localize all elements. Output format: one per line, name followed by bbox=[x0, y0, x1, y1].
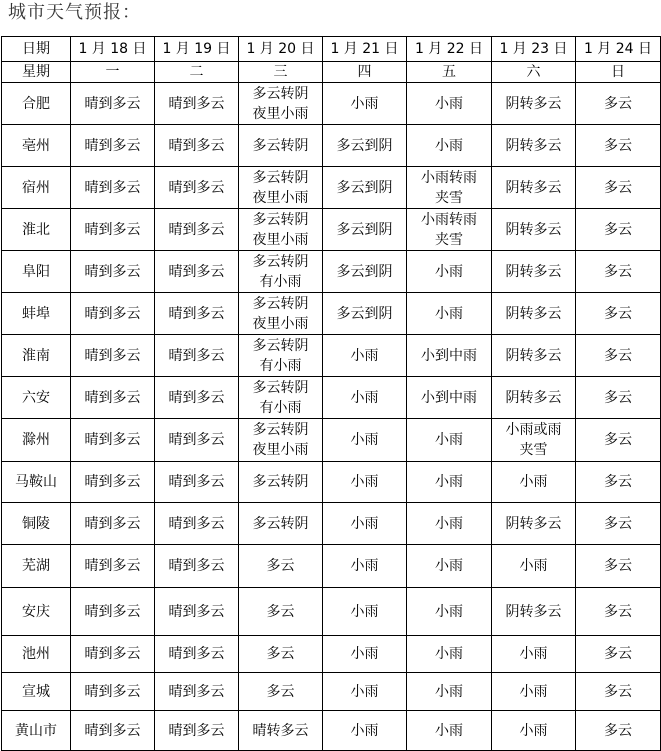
forecast-text: 小雨 bbox=[435, 646, 463, 662]
forecast-text: 晴到多云 bbox=[168, 683, 225, 700]
forecast-text: 小雨 bbox=[519, 683, 548, 700]
forecast-text: 晴到多云 bbox=[168, 95, 225, 112]
forecast-cell bbox=[492, 711, 576, 751]
forecast-text: 晴到多云 bbox=[168, 389, 225, 406]
forecast-cell bbox=[155, 293, 239, 335]
forecast-text: 晴转多云 bbox=[252, 722, 309, 739]
city-name: 铜陵 bbox=[2, 503, 71, 545]
city-row bbox=[2, 125, 661, 167]
forecast-text: 多云 bbox=[604, 305, 632, 322]
city-name: 阜阳 bbox=[2, 251, 71, 293]
forecast-text: 多云到阴 bbox=[336, 137, 393, 154]
forecast-cell bbox=[155, 545, 239, 588]
forecast-text: 多云 bbox=[604, 558, 632, 574]
forecast-text: 小雨 bbox=[350, 432, 379, 448]
forecast-text: 小雨 bbox=[435, 95, 463, 112]
forecast-text: 晴到多云 bbox=[84, 474, 141, 490]
city-name: 蚌埠 bbox=[2, 293, 71, 335]
forecast-cell bbox=[71, 419, 155, 462]
forecast-text: 多云 bbox=[604, 263, 632, 280]
weekday-header-row bbox=[2, 62, 661, 83]
forecast-text: 阴转多云 bbox=[505, 179, 562, 196]
date-cell: 1 月 18 日 bbox=[71, 37, 155, 62]
forecast-text: 晴到多云 bbox=[168, 137, 225, 154]
forecast-cell bbox=[407, 209, 492, 251]
forecast-text: 多云到阴 bbox=[336, 221, 393, 238]
forecast-cell bbox=[239, 673, 323, 711]
forecast-cell bbox=[155, 125, 239, 167]
forecast-cell bbox=[407, 419, 492, 462]
weekday-cell: 四 bbox=[323, 62, 407, 83]
forecast-text: 晴到多云 bbox=[168, 432, 225, 448]
forecast-cell bbox=[492, 293, 576, 335]
forecast-text: 小雨 bbox=[519, 722, 548, 739]
forecast-text: 多云转阴 bbox=[252, 253, 309, 270]
page-title: 城市天气预报： bbox=[8, 2, 141, 23]
forecast-text: 多云转阴 bbox=[252, 85, 309, 102]
forecast-cell bbox=[576, 335, 661, 377]
forecast-cell bbox=[239, 545, 323, 588]
forecast-cell bbox=[407, 503, 492, 545]
forecast-cell bbox=[576, 588, 661, 636]
forecast-text: 晴到多云 bbox=[84, 515, 141, 532]
forecast-cell bbox=[155, 711, 239, 751]
date-cell: 1 月 23 日 bbox=[492, 37, 576, 62]
forecast-text: 多云转阴 bbox=[252, 337, 309, 354]
forecast-text: 有小雨 bbox=[259, 357, 302, 374]
forecast-text: 晴到多云 bbox=[84, 95, 141, 112]
forecast-cell bbox=[323, 377, 407, 419]
forecast-cell bbox=[155, 251, 239, 293]
forecast-text: 小雨 bbox=[350, 722, 379, 739]
forecast-cell bbox=[239, 209, 323, 251]
forecast-text: 晴到多云 bbox=[84, 558, 141, 574]
forecast-cell bbox=[71, 377, 155, 419]
city-row bbox=[2, 209, 661, 251]
city-name: 芜湖 bbox=[2, 545, 71, 588]
forecast-text: 多云到阴 bbox=[336, 305, 393, 322]
forecast-text: 小雨 bbox=[350, 347, 379, 364]
forecast-cell bbox=[492, 503, 576, 545]
forecast-text: 多云 bbox=[604, 683, 632, 700]
city-name: 黄山市 bbox=[2, 711, 71, 751]
forecast-cell bbox=[239, 636, 323, 673]
forecast-cell bbox=[71, 545, 155, 588]
forecast-cell bbox=[492, 167, 576, 209]
forecast-cell bbox=[239, 251, 323, 293]
forecast-cell bbox=[576, 673, 661, 711]
forecast-cell bbox=[323, 636, 407, 673]
city-row bbox=[2, 636, 661, 673]
forecast-cell bbox=[576, 503, 661, 545]
weekday-cell: 六 bbox=[492, 62, 576, 83]
date-cell: 1 月 22 日 bbox=[407, 37, 492, 62]
forecast-text: 小雨 bbox=[350, 646, 379, 662]
forecast-cell bbox=[492, 673, 576, 711]
forecast-cell bbox=[323, 419, 407, 462]
forecast-text: 阴转多云 bbox=[505, 221, 562, 238]
forecast-text: 多云 bbox=[266, 683, 295, 700]
forecast-cell bbox=[492, 335, 576, 377]
weekday-cell: 三 bbox=[239, 62, 323, 83]
forecast-text: 晴到多云 bbox=[168, 603, 225, 620]
forecast-text: 小雨 bbox=[350, 683, 379, 700]
forecast-cell bbox=[323, 588, 407, 636]
forecast-cell bbox=[492, 251, 576, 293]
forecast-text: 晴到多云 bbox=[168, 179, 225, 196]
forecast-cell bbox=[155, 636, 239, 673]
forecast-text: 多云转阴 bbox=[252, 295, 309, 312]
forecast-text: 小雨或雨 bbox=[505, 422, 562, 438]
city-name: 安庆 bbox=[2, 588, 71, 636]
weekday-cell: 五 bbox=[407, 62, 492, 83]
forecast-cell bbox=[71, 636, 155, 673]
forecast-text: 小雨 bbox=[350, 603, 379, 620]
city-row bbox=[2, 462, 661, 503]
city-name: 淮南 bbox=[2, 335, 71, 377]
city-name: 滁州 bbox=[2, 419, 71, 462]
forecast-cell bbox=[492, 125, 576, 167]
forecast-text: 多云 bbox=[604, 221, 632, 238]
date-cell: 1 月 19 日 bbox=[155, 37, 239, 62]
forecast-text: 晴到多云 bbox=[168, 515, 225, 532]
forecast-text: 晴到多云 bbox=[84, 137, 141, 154]
forecast-cell bbox=[407, 545, 492, 588]
weekday-cell: 二 bbox=[155, 62, 239, 83]
city-name: 池州 bbox=[2, 636, 71, 673]
forecast-cell bbox=[407, 673, 492, 711]
forecast-text: 晴到多云 bbox=[84, 432, 141, 448]
forecast-cell bbox=[71, 503, 155, 545]
date-cell: 1 月 21 日 bbox=[323, 37, 407, 62]
forecast-text: 阴转多云 bbox=[505, 515, 562, 532]
forecast-text: 晴到多云 bbox=[84, 221, 141, 238]
city-row bbox=[2, 83, 661, 125]
forecast-text: 小雨 bbox=[435, 474, 463, 490]
date-cell: 1 月 24 日 bbox=[576, 37, 661, 62]
forecast-text: 晴到多云 bbox=[84, 389, 141, 406]
forecast-text: 多云转阴 bbox=[252, 379, 309, 396]
city-name: 六安 bbox=[2, 377, 71, 419]
forecast-cell bbox=[323, 251, 407, 293]
forecast-text: 晴到多云 bbox=[168, 263, 225, 280]
forecast-cell bbox=[155, 335, 239, 377]
forecast-text: 小雨 bbox=[435, 137, 463, 154]
forecast-text: 夹雪 bbox=[435, 189, 463, 206]
forecast-text: 小雨 bbox=[350, 95, 379, 112]
forecast-text: 晴到多云 bbox=[168, 305, 225, 322]
city-row bbox=[2, 503, 661, 545]
forecast-text: 多云转阴 bbox=[252, 169, 309, 186]
forecast-cell bbox=[576, 293, 661, 335]
forecast-text: 多云到阴 bbox=[336, 263, 393, 280]
forecast-cell bbox=[407, 711, 492, 751]
forecast-text: 晴到多云 bbox=[168, 474, 225, 490]
forecast-cell bbox=[71, 335, 155, 377]
forecast-cell bbox=[492, 83, 576, 125]
forecast-text: 夜里小雨 bbox=[252, 105, 309, 122]
forecast-text: 晴到多云 bbox=[84, 603, 141, 620]
city-name: 淮北 bbox=[2, 209, 71, 251]
forecast-cell bbox=[407, 251, 492, 293]
forecast-cell bbox=[239, 377, 323, 419]
forecast-text: 晴到多云 bbox=[84, 305, 141, 322]
forecast-cell bbox=[71, 251, 155, 293]
forecast-cell bbox=[239, 125, 323, 167]
forecast-text: 小到中雨 bbox=[421, 347, 477, 364]
forecast-text: 阴转多云 bbox=[505, 305, 562, 322]
city-name: 亳州 bbox=[2, 125, 71, 167]
forecast-text: 多云 bbox=[604, 389, 632, 406]
forecast-text: 小雨 bbox=[435, 558, 463, 574]
forecast-cell bbox=[576, 377, 661, 419]
city-name: 宣城 bbox=[2, 673, 71, 711]
forecast-cell bbox=[323, 545, 407, 588]
forecast-text: 多云 bbox=[604, 137, 632, 154]
forecast-text: 多云 bbox=[604, 515, 632, 532]
forecast-text: 阴转多云 bbox=[505, 389, 562, 406]
city-name: 马鞍山 bbox=[2, 462, 71, 503]
forecast-cell bbox=[239, 167, 323, 209]
city-row bbox=[2, 377, 661, 419]
forecast-cell bbox=[239, 711, 323, 751]
forecast-text: 小雨 bbox=[435, 603, 463, 620]
forecast-text: 有小雨 bbox=[259, 399, 302, 416]
forecast-cell bbox=[407, 377, 492, 419]
forecast-text: 夜里小雨 bbox=[252, 189, 309, 206]
forecast-cell bbox=[407, 167, 492, 209]
forecast-text: 小雨 bbox=[350, 558, 379, 574]
forecast-cell bbox=[239, 335, 323, 377]
forecast-cell bbox=[71, 293, 155, 335]
forecast-text: 晴到多云 bbox=[168, 347, 225, 364]
forecast-text: 夹雪 bbox=[435, 231, 463, 248]
forecast-cell bbox=[155, 503, 239, 545]
forecast-cell bbox=[155, 377, 239, 419]
forecast-text: 小雨 bbox=[435, 432, 463, 448]
forecast-text: 夜里小雨 bbox=[252, 315, 309, 332]
forecast-text: 小雨 bbox=[435, 683, 463, 700]
forecast-cell bbox=[323, 503, 407, 545]
forecast-text: 多云转阴 bbox=[252, 211, 309, 228]
forecast-text: 晴到多云 bbox=[84, 646, 141, 662]
forecast-cell bbox=[492, 462, 576, 503]
city-row bbox=[2, 293, 661, 335]
forecast-text: 小雨 bbox=[435, 305, 463, 322]
forecast-cell bbox=[576, 83, 661, 125]
forecast-cell bbox=[576, 167, 661, 209]
forecast-text: 晴到多云 bbox=[84, 347, 141, 364]
forecast-text: 晴到多云 bbox=[168, 558, 225, 574]
forecast-cell bbox=[71, 462, 155, 503]
forecast-text: 多云转阴 bbox=[252, 137, 309, 154]
forecast-text: 多云转阴 bbox=[252, 422, 309, 438]
forecast-text: 多云 bbox=[266, 558, 295, 574]
city-row bbox=[2, 588, 661, 636]
forecast-text: 多云 bbox=[604, 432, 632, 448]
forecast-text: 晴到多云 bbox=[168, 646, 225, 662]
forecast-cell bbox=[492, 377, 576, 419]
forecast-cell bbox=[576, 125, 661, 167]
forecast-cell bbox=[323, 293, 407, 335]
forecast-cell bbox=[155, 209, 239, 251]
forecast-text: 小雨转雨 bbox=[421, 169, 477, 186]
forecast-cell bbox=[71, 209, 155, 251]
forecast-text: 小雨 bbox=[350, 389, 379, 406]
forecast-text: 多云 bbox=[604, 646, 632, 662]
weekday-cell: 一 bbox=[71, 62, 155, 83]
forecast-cell bbox=[576, 636, 661, 673]
forecast-text: 阴转多云 bbox=[505, 347, 562, 364]
forecast-cell bbox=[71, 125, 155, 167]
forecast-text: 阴转多云 bbox=[505, 603, 562, 620]
forecast-cell bbox=[407, 83, 492, 125]
forecast-cell bbox=[155, 167, 239, 209]
forecast-cell bbox=[71, 711, 155, 751]
forecast-cell bbox=[576, 419, 661, 462]
date-header-row bbox=[2, 37, 661, 62]
forecast-cell bbox=[155, 462, 239, 503]
forecast-text: 晴到多云 bbox=[84, 179, 141, 196]
forecast-cell bbox=[407, 462, 492, 503]
forecast-cell bbox=[71, 167, 155, 209]
forecast-text: 晴到多云 bbox=[168, 722, 225, 739]
city-row bbox=[2, 673, 661, 711]
forecast-cell bbox=[407, 335, 492, 377]
forecast-text: 小雨 bbox=[350, 474, 379, 490]
forecast-text: 多云 bbox=[266, 603, 295, 620]
forecast-cell bbox=[71, 83, 155, 125]
forecast-text: 阴转多云 bbox=[505, 137, 562, 154]
forecast-cell bbox=[407, 636, 492, 673]
forecast-text: 多云 bbox=[604, 95, 632, 112]
forecast-cell bbox=[239, 462, 323, 503]
weekday-cell: 日 bbox=[576, 62, 661, 83]
forecast-text: 多云转阴 bbox=[252, 515, 309, 532]
weather-forecast-table bbox=[1, 36, 661, 751]
date-label: 日期 bbox=[2, 37, 71, 62]
forecast-text: 小到中雨 bbox=[421, 389, 477, 406]
forecast-cell bbox=[323, 167, 407, 209]
weekday-label: 星期 bbox=[2, 62, 71, 83]
forecast-text: 多云 bbox=[604, 179, 632, 196]
forecast-cell bbox=[323, 83, 407, 125]
forecast-cell bbox=[492, 588, 576, 636]
forecast-cell bbox=[155, 673, 239, 711]
forecast-cell bbox=[576, 711, 661, 751]
forecast-cell bbox=[239, 588, 323, 636]
forecast-cell bbox=[576, 462, 661, 503]
forecast-cell bbox=[407, 293, 492, 335]
city-row bbox=[2, 251, 661, 293]
forecast-cell bbox=[71, 588, 155, 636]
forecast-text: 小雨 bbox=[350, 515, 379, 532]
forecast-cell bbox=[576, 251, 661, 293]
forecast-text: 晴到多云 bbox=[168, 221, 225, 238]
forecast-cell bbox=[239, 503, 323, 545]
forecast-cell bbox=[407, 588, 492, 636]
forecast-cell bbox=[576, 545, 661, 588]
forecast-text: 多云 bbox=[266, 646, 295, 662]
city-row bbox=[2, 545, 661, 588]
city-name: 合肥 bbox=[2, 83, 71, 125]
forecast-cell bbox=[323, 462, 407, 503]
forecast-text: 小雨 bbox=[435, 722, 463, 739]
forecast-cell bbox=[239, 83, 323, 125]
forecast-cell bbox=[323, 125, 407, 167]
forecast-cell bbox=[492, 209, 576, 251]
forecast-text: 夜里小雨 bbox=[252, 442, 309, 458]
forecast-cell bbox=[155, 83, 239, 125]
forecast-text: 多云 bbox=[604, 474, 632, 490]
city-row bbox=[2, 167, 661, 209]
forecast-text: 小雨 bbox=[519, 558, 548, 574]
forecast-text: 小雨转雨 bbox=[421, 211, 477, 228]
city-name: 宿州 bbox=[2, 167, 71, 209]
forecast-cell bbox=[492, 419, 576, 462]
forecast-text: 阴转多云 bbox=[505, 95, 562, 112]
forecast-text: 多云 bbox=[604, 722, 632, 739]
forecast-cell bbox=[323, 673, 407, 711]
forecast-cell bbox=[492, 636, 576, 673]
forecast-text: 晴到多云 bbox=[84, 722, 141, 739]
forecast-cell bbox=[492, 545, 576, 588]
forecast-cell bbox=[155, 419, 239, 462]
forecast-text: 阴转多云 bbox=[505, 263, 562, 280]
forecast-cell bbox=[71, 673, 155, 711]
forecast-text: 小雨 bbox=[519, 646, 548, 662]
forecast-cell bbox=[323, 209, 407, 251]
forecast-cell bbox=[576, 209, 661, 251]
date-cell: 1 月 20 日 bbox=[239, 37, 323, 62]
forecast-cell bbox=[323, 711, 407, 751]
city-row bbox=[2, 335, 661, 377]
forecast-cell bbox=[239, 293, 323, 335]
forecast-text: 多云 bbox=[604, 603, 632, 620]
city-row bbox=[2, 711, 661, 751]
forecast-text: 小雨 bbox=[435, 515, 463, 532]
forecast-text: 有小雨 bbox=[259, 273, 302, 290]
forecast-cell bbox=[155, 588, 239, 636]
city-row bbox=[2, 419, 661, 462]
forecast-text: 晴到多云 bbox=[84, 263, 141, 280]
forecast-text: 晴到多云 bbox=[84, 683, 141, 700]
forecast-cell bbox=[323, 335, 407, 377]
forecast-text: 夹雪 bbox=[519, 442, 548, 458]
forecast-cell bbox=[239, 419, 323, 462]
forecast-cell bbox=[407, 125, 492, 167]
forecast-text: 多云到阴 bbox=[336, 179, 393, 196]
forecast-text: 小雨 bbox=[435, 263, 463, 280]
forecast-text: 多云转阴 bbox=[252, 474, 309, 490]
forecast-text: 多云 bbox=[604, 347, 632, 364]
forecast-text: 夜里小雨 bbox=[252, 231, 309, 248]
forecast-text: 小雨 bbox=[519, 474, 548, 490]
